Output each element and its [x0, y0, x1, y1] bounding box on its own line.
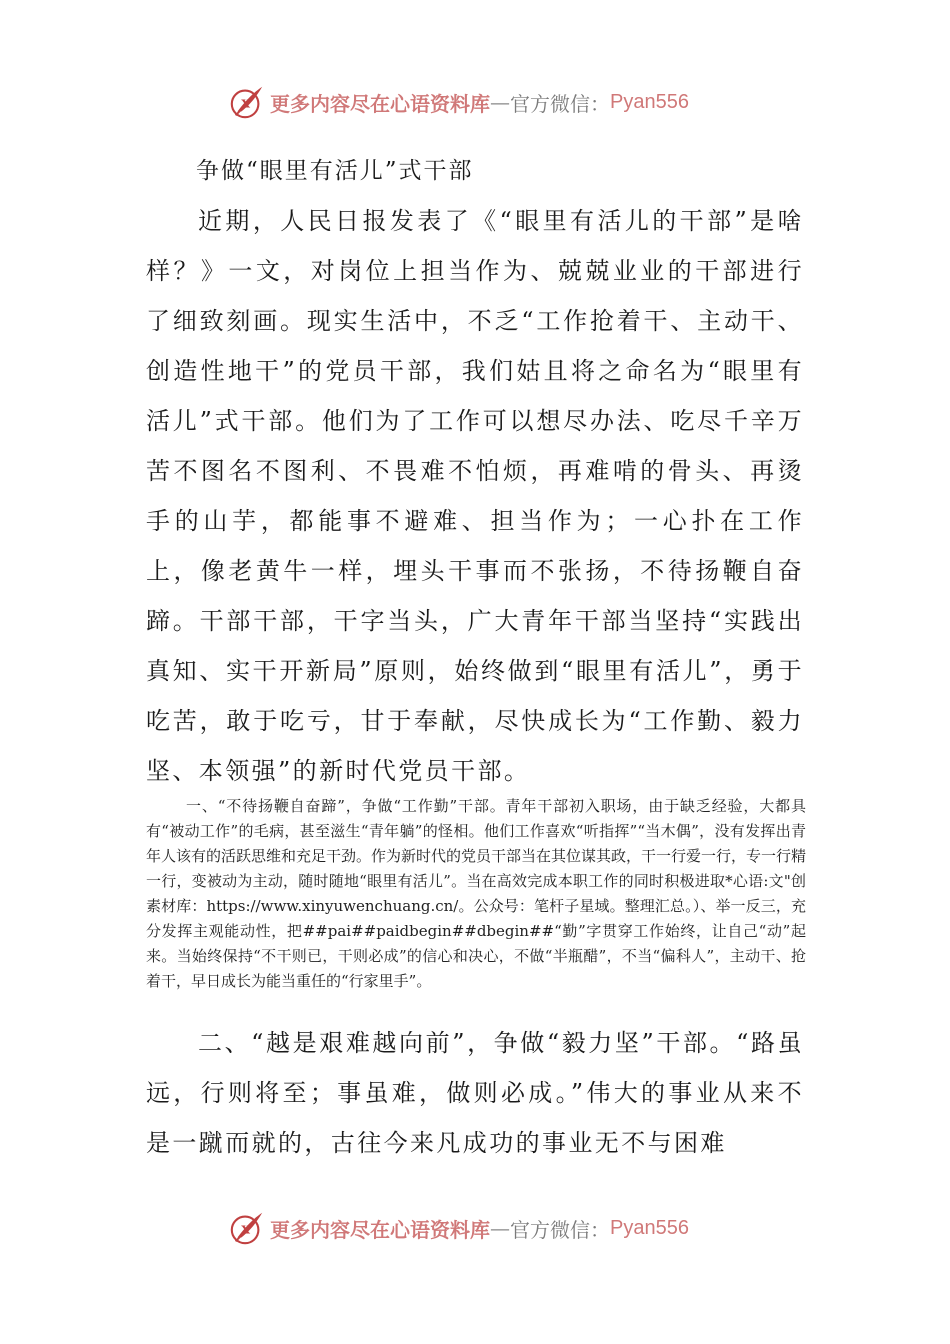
- banner-wechat-id: Pyan556: [610, 1216, 689, 1239]
- banner-official-label: 官方微信：: [510, 91, 610, 116]
- footer-watermark-banner: [228, 1208, 689, 1248]
- banner-official-label: 官方微信：: [510, 1217, 610, 1242]
- banner-slogan: 更多内容尽在心语资料库: [270, 91, 490, 116]
- intro-paragraph: 近期，人民日报发表了《“眼里有活儿的干部”是啥样？》一文，对岗位上担当作为、兢兢业业的干部进行了细致刻画。现实生活中，不乏“工作抢着干、主动干、创造性地干”的党员干部，我们姑且将之命名为“眼里有活儿”式干部。他们为了工作可以想尽办法、吃尽千辛万苦不图名不图利、不畏难不怕烦，再难啃的骨头、再烫手的山芋，都能事不避难、担当作为；一心扑在工作上，像老黄牛一样，埋头干事而不张扬，不待扬鞭自奋蹄。干部干部，干字当头，广大青年干部当坚持“实践出真知、实干开新局”原则，始终做到“眼里有活儿”，勇于吃苦，敢于吃亏，甘于奉献，尽快成长为“工作勤、毅力坚、本领强”的新时代党员干部。: [146, 207, 804, 785]
- quill-logo-icon: [228, 83, 266, 121]
- banner-slogan: 更多内容尽在心语资料库: [270, 1217, 490, 1242]
- svg-text:X: X: [241, 1222, 251, 1237]
- quill-logo-icon: [228, 1209, 266, 1247]
- banner-wechat-id: Pyan556: [610, 90, 689, 113]
- section-two-paragraph: 二、“越是艰难越向前”，争做“毅力坚”干部。“路虽远，行则将至；事虽难，做则必成。”伟大的事业从来不是一蹴而就的，古往今来凡成功的事业无不与困难: [146, 1029, 804, 1157]
- banner-dash: —: [490, 90, 510, 114]
- header-watermark-banner: [228, 82, 689, 122]
- section-one-paragraph: 一、“不待扬鞭自奋蹄”，争做“工作勤”干部。青年干部初入职场，由于缺乏经验，大都具有“被动工作”的毛病，甚至滋生“青年躺”的怪相。他们工作喜欢“听指挥”“当木偶”，没有发挥出青年人该有的活跃思维和充足干劲。作为新时代的党员干部当在其位谋其政，干一行爱一行，专一行精一行，变被动为主动，随时随地“眼里有活儿”。当在高效完成本职工作的同时积极进取*心语:文"创素材库：https://www.xinyuwenchuang.cn/。公众号：笔杆子星域。整理汇总。）、举一反三，充分发挥主观能动性，把##pai##paidbegin##dbegin##“勤”字贯穿工作始终，让自己“动”起来。当始终保持“不干则已，干则必成”的信心和决心，不做“半瓶醋”，不当“偏科人”，主动干、抢着干，早日成长为能当重任的“行家里手”。: [146, 797, 807, 990]
- document-title: 争做“眼里有活儿”式干部: [196, 158, 474, 184]
- banner-dash: —: [490, 1216, 510, 1240]
- svg-text:X: X: [241, 96, 251, 111]
